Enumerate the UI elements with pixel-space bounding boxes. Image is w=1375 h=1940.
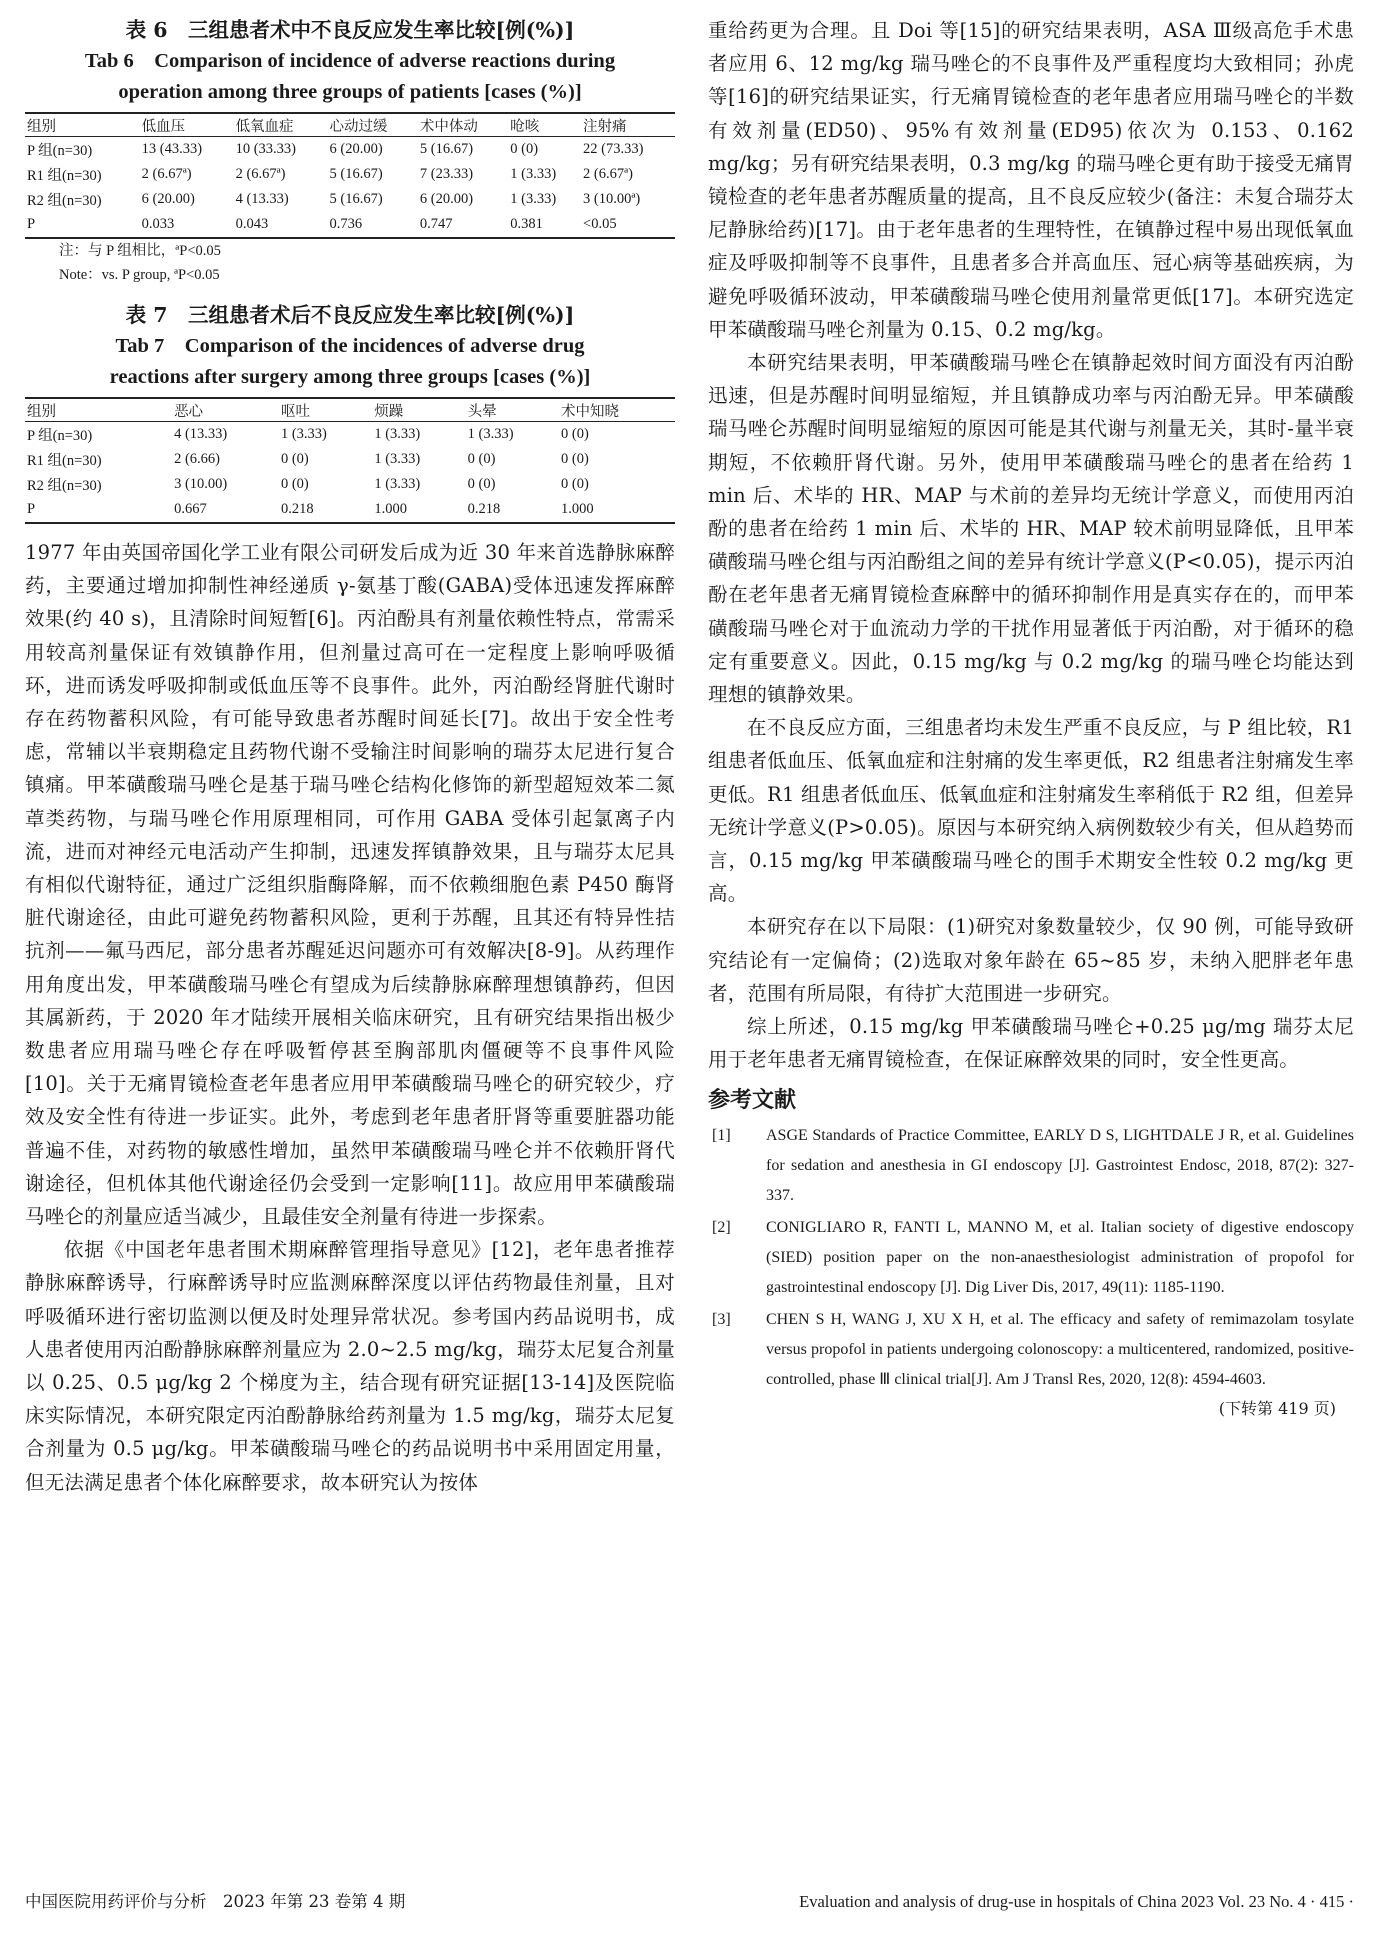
table-header-cell: 术中体动 — [418, 113, 508, 137]
body-paragraph-right-3: 在不良反应方面，三组患者均未发生严重不良反应，与 P 组比较，R1 组患者低血压、低氧血症和注射痛的发生率更低，R2 组患者注射痛发生率更低。R1 组患者低血压、低氧血症和注射痛发生率稍低于 R2 组，但差异无统计学意义(P>0.05)。原因与本研究纳入病例数较少有关，但从趋势而言，0.15 mg/kg 甲苯磺酸瑞马唑仑的围手术期安全性较 0.2 mg/kg 更高。 — [708, 716, 1354, 906]
table-cell: 0 (0) — [561, 426, 589, 442]
reference-number: [2] — [712, 1218, 731, 1236]
table-cell: R2 组(n=30) — [27, 193, 102, 209]
table-cell: 0 (0) — [561, 476, 589, 492]
references-list — [708, 1121, 1354, 1395]
table-cell: 1 (3.33) — [510, 191, 557, 207]
table-cell: 0.043 — [234, 212, 328, 238]
table-cell: 5 (16.67) — [419, 141, 474, 157]
references-heading: 参考文献 — [708, 1087, 797, 1113]
reference-item — [708, 1213, 1354, 1303]
table-cell: 22 (73.33) — [583, 141, 644, 157]
table-cell: 0 (0) — [561, 451, 589, 467]
table-row — [25, 212, 675, 238]
table-cell: 7 (23.33) — [419, 166, 474, 182]
table-header-cell: 术中知晓 — [559, 398, 675, 422]
table-cell: R1 组(n=30) — [27, 453, 102, 469]
continued-on-page-note: (下转第 419 页) — [1218, 1398, 1336, 1418]
table-cell: R2 组(n=30) — [27, 478, 102, 494]
table-header-cell: 恶心 — [172, 398, 279, 422]
table-cell: 1 (3.33) — [467, 426, 514, 442]
table-row — [25, 497, 675, 523]
table7-block — [25, 299, 675, 524]
table-row — [25, 422, 675, 448]
table-cell: 2 (6.67ª) — [583, 166, 633, 182]
table7-title-en-line2: reactions after surgery among three groups [cases (%)] — [109, 366, 591, 388]
body-paragraph-right-1: 重给药更为合理。且 Doi 等[15]的研究结果表明，ASA Ⅲ级高危手术患者应用 6、12 mg/kg 瑞马唑仑的不良事件及严重程度均大致相同；孙虎等[16]的研究结果证实，行无痛胃镜检查的老年患者应用瑞马唑仑的半数有效剂量(ED50)、95%有效剂量(ED95)依次为 0.153、0.162 mg/kg；另有研究结果表明，0.3 mg/kg 的瑞马唑仑更有助于接受无痛胃镜检查的老年患者苏醒质量的提高，且不良反应较少(备注：未复合瑞芬太尼静脉给药)[17]。由于老年患者的生理特性，在镇静过程中易出现低氧血症及呼吸抑制等不良事件，且患者多合并高血压、冠心病等基础疾病，为避免呼吸循环波动，甲苯磺酸瑞马唑仑使用剂量常更低[17]。本研究选定甲苯磺酸瑞马唑仑剂量为 0.15、0.2 mg/kg。 — [708, 19, 1354, 341]
table-cell: 0 (0) — [280, 476, 309, 492]
table-cell: 1 (3.33) — [280, 426, 327, 442]
table6-title-en-line2: operation among three groups of patients [cases (%)] — [118, 81, 582, 103]
table6-title-cn: 表 6 三组患者术中不良反应发生率比较[例(%)] — [125, 18, 575, 42]
table-cell: 0.218 — [466, 497, 559, 523]
body-paragraph-left-2: 依据《中国老年患者围术期麻醉管理指导意见》[12]，老年患者推荐静脉麻醉诱导，行麻醉诱导时应监测麻醉深度以评估药物最佳剂量，且对呼吸循环进行密切监测以便及时处理异常状况。参考国内药品说明书，成人患者使用丙泊酚静脉麻醉剂量应为 2.0~2.5 mg/kg，瑞芬太尼复合剂量以 0.25、0.5 μg/kg 2 个梯度为主，结合现有研究证据[13-14]及医院临床实际情况，本研究限定丙泊酚静脉给药剂量为 1.5 mg/kg，瑞芬太尼复合剂量为 0.5 μg/kg。甲苯磺酸瑞马唑仑的药品说明书中采用固定用量，但无法满足患者个体化麻醉要求，故本研究认为按体 — [25, 1238, 675, 1494]
table6 — [25, 112, 675, 239]
table6-block — [25, 14, 675, 287]
table-cell: 1 (3.33) — [510, 166, 557, 182]
table7-title-en-line1: Tab 7 Comparison of the incidences of adverse drug — [115, 335, 585, 357]
table-cell: <0.05 — [581, 212, 675, 238]
table-cell: 1.000 — [372, 497, 465, 523]
body-paragraph-right-2: 本研究结果表明，甲苯磺酸瑞马唑仑在镇静起效时间方面没有丙泊酚迅速，但是苏醒时间明显缩短，并且镇静成功率与丙泊酚无异。甲苯磺酸瑞马唑仑苏醒时间明显缩短的原因可能是其代谢与剂量无关，其时-量半衰期短，不依赖肝肾代谢。另外，使用甲苯磺酸瑞马唑仑的患者在给药 1 min 后、术毕的 HR、MAP 与术前的差异均无统计学意义，而使用丙泊酚的患者在给药 1 min 后、术毕的 HR、MAP 较术前明显降低，且甲苯磺酸瑞马唑仑组与丙泊酚组之间的差异有统计学意义(P<0.05)，提示丙泊酚在老年患者无痛胃镜检查麻醉中的循环抑制作用是真实存在的，而甲苯磺酸瑞马唑仑对于血流动力学的干扰作用显著低于丙泊酚，对于循环的稳定有重要意义。因此，0.15 mg/kg 与 0.2 mg/kg 的瑞马唑仑均能达到理想的镇静效果。 — [708, 351, 1354, 707]
table6-note-cn: 注：与 P 组相比，ªP<0.05 — [59, 243, 221, 259]
table6-header-row — [25, 113, 675, 137]
table-cell: 4 (13.33) — [174, 426, 228, 442]
reference-text: CONIGLIARO R, FANTI L, MANNO M, et al. Italian society of digestive endoscopy (SIED) position paper on the non-anaesthesiologist administration of propofol for gastrointestinal endoscopy [J]. Dig Liver Dis, 2017, 49(11): 1185-1190. — [766, 1218, 1354, 1296]
table-row — [25, 447, 675, 472]
body-paragraph-left-1: 1977 年由英国帝国化学工业有限公司研发后成为近 30 年来首选静脉麻醉药，主要通过增加抑制性神经递质 γ-氨基丁酸(GABA)受体迅速发挥麻醉效果(约 40 s)，且清除时间短暂[6]。丙泊酚具有剂量依赖性特点，常需采用较高剂量保证有效镇静作用，但剂量过高可在一定程度上影响呼吸循环，进而诱发呼吸抑制或低血压等不良事件。此外，丙泊酚经肾脏代谢时存在药物蓄积风险，有可能导致患者苏醒时间延长[7]。故出于安全性考虑，常辅以半衰期稳定且药物代谢不受输注时间影响的瑞芬太尼进行复合镇痛。甲苯磺酸瑞马唑仑是基于瑞马唑仑结构化修饰的新型超短效苯二氮䓬类药物，与瑞马唑仑作用原理相同，可作用 GABA 受体引起氯离子内流，进而对神经元电活动产生抑制，迅速发挥镇静效果，且与瑞芬太尼具有相似代谢特征，通过广泛组织脂酶降解，而不依赖细胞色素 P450 酶肾脏代谢途径，由此可避免药物蓄积风险，更利于苏醒，且其还有特异性拮抗剂——氟马西尼，部分患者苏醒延迟问题亦可有效解决[8-9]。从药理作用角度出发，甲苯磺酸瑞马唑仑有望成为后续静脉麻醉理想镇静药，但因其属新药，于 2020 年才陆续开展相关临床研究，且有研究结果指出极少数患者应用瑞马唑仑存在呼吸暂停甚至胸部肌肉僵硬等不良事件风险[10]。关于无痛胃镜检查老年患者应用甲苯磺酸瑞马唑仑的研究较少，疗效及安全性有待进一步证实。此外，考虑到老年患者肝肾等重要脏器功能普遍不佳，对药物的敏感性增加，虽然甲苯磺酸瑞马唑仑并不依赖肝肾代谢途径，但机体其他代谢途径仍会受到一定影响[11]。故应用甲苯磺酸瑞马唑仑的剂量应适当减少，且最佳安全剂量有待进一步探索。 — [25, 541, 675, 1229]
table7-title-cn: 表 7 三组患者术后不良反应发生率比较[例(%)] — [125, 303, 575, 327]
reference-number: [3] — [712, 1310, 731, 1328]
table-cell: 0.381 — [508, 212, 581, 238]
table-row — [25, 162, 675, 187]
table-cell: 5 (16.67) — [329, 166, 383, 182]
table-header-cell: 低氧血症 — [234, 113, 328, 137]
reference-text: CHEN S H, WANG J, XU X H, et al. The efficacy and safety of remimazolam tosylate versus propofol in patients undergoing colonoscopy: a multicentered, randomized, positive-controlled, phase Ⅲ clinical trial[J]. Am J Transl Res, 2020, 12(8): 4594-4603. — [766, 1310, 1354, 1388]
table-header-cell: 组别 — [25, 113, 140, 137]
table-cell: P — [25, 212, 140, 238]
footer-journal-en-page-number: Evaluation and analysis of drug-use in hospitals of China 2023 Vol. 23 No. 4 · 415 · — [799, 1892, 1354, 1911]
table-cell: 1 (3.33) — [374, 451, 421, 467]
table-header-cell: 头晕 — [466, 398, 559, 422]
reference-text: ASGE Standards of Practice Committee, EARLY D S, LIGHTDALE J R, et al. Guidelines for sedation and anesthesia in GI endoscopy [J]. Gastrointest Endosc, 2018, 87(2): 327-337. — [766, 1126, 1354, 1204]
reference-number: [1] — [712, 1126, 731, 1144]
table-cell: 1 (3.33) — [374, 426, 421, 442]
reference-item — [708, 1305, 1354, 1395]
table-header-cell: 呕吐 — [279, 398, 372, 422]
table-header-cell: 组别 — [25, 398, 172, 422]
table-cell: P 组(n=30) — [27, 428, 93, 444]
table6-body — [25, 137, 675, 239]
table6-note-en: Note：vs. P group, ªP<0.05 — [59, 267, 220, 283]
table-cell: 6 (20.00) — [329, 141, 383, 157]
table-cell: 6 (20.00) — [419, 191, 474, 207]
table-cell: 2 (6.67ª) — [235, 166, 286, 182]
table-cell: 0 (0) — [510, 141, 539, 157]
table-row — [25, 187, 675, 212]
table6-title-en-line1: Tab 6 Comparison of incidence of adverse reactions during — [84, 50, 616, 72]
table-cell: 13 (43.33) — [141, 141, 203, 157]
table-cell: P 组(n=30) — [27, 143, 93, 159]
table-cell: P — [25, 497, 172, 523]
page-footer — [25, 1890, 1354, 1914]
table-cell: 4 (13.33) — [235, 191, 289, 207]
table-cell: 0.747 — [418, 212, 508, 238]
table-cell: 0 (0) — [467, 476, 496, 492]
table-cell: R1 组(n=30) — [27, 168, 102, 184]
table-cell: 6 (20.00) — [141, 191, 195, 207]
table-cell: 3 (10.00ª) — [583, 191, 641, 207]
table-header-cell: 心动过缓 — [327, 113, 417, 137]
reference-item — [708, 1121, 1354, 1211]
table-cell: 0.736 — [327, 212, 417, 238]
table-cell: 3 (10.00) — [174, 476, 228, 492]
table-cell: 5 (16.67) — [329, 191, 383, 207]
footer-journal-cn: 中国医院用药评价与分析 2023 年第 23 卷第 4 期 — [25, 1892, 406, 1911]
table-cell: 0 (0) — [280, 451, 309, 467]
table-cell: 2 (6.67ª) — [141, 166, 192, 182]
table-cell: 0.033 — [140, 212, 234, 238]
table7 — [25, 397, 675, 524]
table-cell: 0.667 — [172, 497, 279, 523]
table-row — [25, 137, 675, 163]
table-cell: 1.000 — [559, 497, 675, 523]
table7-header-row — [25, 398, 675, 422]
body-paragraph-right-5: 综上所述，0.15 mg/kg 甲苯磺酸瑞马唑仑+0.25 μg/mg 瑞芬太尼用于老年患者无痛胃镜检查，在保证麻醉效果的同时，安全性更高。 — [708, 1015, 1354, 1072]
table-header-cell: 呛咳 — [508, 113, 581, 137]
left-column — [25, 14, 675, 1499]
table-cell: 1 (3.33) — [374, 476, 421, 492]
table-header-cell: 注射痛 — [581, 113, 675, 137]
table-cell: 10 (33.33) — [235, 141, 296, 157]
table-cell: 2 (6.66) — [174, 451, 220, 467]
table-cell: 0 (0) — [467, 451, 496, 467]
table-header-cell: 烦躁 — [372, 398, 465, 422]
table7-body — [25, 422, 675, 524]
table-row — [25, 472, 675, 497]
body-paragraph-right-4: 本研究存在以下局限：(1)研究对象数量较少，仅 90 例，可能导致研究结论有一定偏倚；(2)选取对象年龄在 65~85 岁，未纳入肥胖老年患者，范围有所局限，有待扩大范围进一步研究。 — [708, 915, 1354, 1005]
right-column — [708, 14, 1354, 1423]
table-cell: 0.218 — [279, 497, 372, 523]
table-header-cell: 低血压 — [140, 113, 234, 137]
